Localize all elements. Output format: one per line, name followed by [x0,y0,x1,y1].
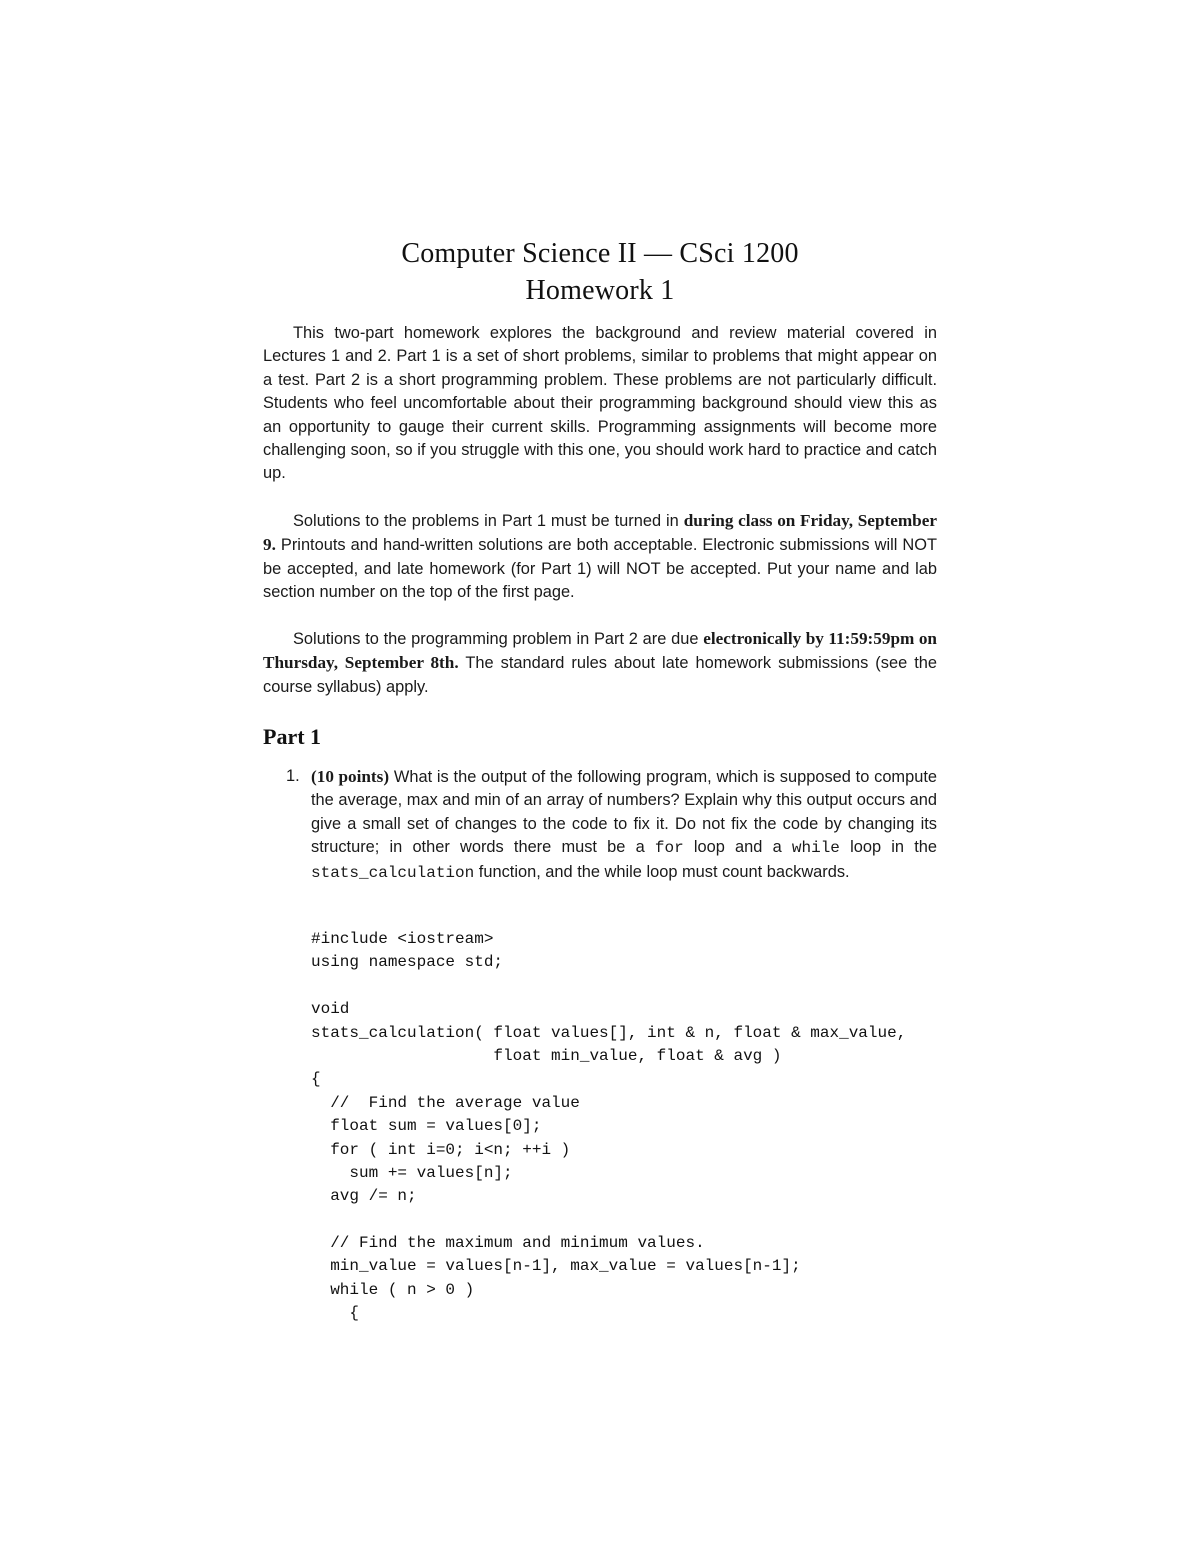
keyword-for: for [654,839,684,858]
code-line: min_value = values[n-1], max_value = values[n-1]; [311,1257,801,1276]
document-subtitle: Homework 1 [525,275,675,306]
code-line: // Find the maximum and minimum values. [311,1234,705,1253]
document-title: Computer Science II — CSci 1200 [401,238,799,269]
intro-paragraph-1-text: This two-part homework explores the background and review material covered in Lectures 1 and 2. Part 1 is a set of short problems, similar to problems that might appear on a test. Part 2 is a short programming problem. These problems are not particularly difficult. Students who feel uncomfortable about their programming background should view this as an opportunity to gauge their current skills. Programming assignments will become more challenging soon, so if you struggle with this one, you should work hard to practice and catch up. [263,324,937,483]
intro-paragraph-1 [263,322,937,486]
problem-text-c: loop in the [839,838,937,857]
section-heading-part1: Part 1 [263,724,322,749]
problem-number: 1. [286,767,300,785]
code-line: using namespace std; [311,953,504,972]
code-line: // Find the average value [311,1093,580,1112]
code-line: sum += values[n]; [311,1163,513,1182]
code-line [311,1209,906,1232]
code-line: float sum = values[0]; [311,1117,542,1136]
problem-text-a: What is the output of the following program, which is supposed to compute the average, max and min of an array of numbers? Explain why this output occurs and give a small set of changes to the code to fix it. Do not fix the code by changing its structure; in other words there must be a [311,768,937,857]
code-listing [311,928,906,1326]
code-line: void [311,1000,350,1019]
p3-deadline: electronically by 11:59:59pm on Thursday, September 8th. [263,629,937,673]
code-line: { [311,1304,360,1323]
problem-text-d: function, and the while loop must count backwards. [474,862,850,881]
intro-paragraph-2 [263,509,937,605]
code-line: float min_value, float & avg ) [311,1046,782,1065]
p2-text-b: Printouts and hand-written solutions are both acceptable. Electronic submissions will NOT be accepted, and late homework (for Part 1) will NOT be accepted. Put your name and lab section number on the top of the first page. [263,536,937,602]
code-line: stats_calculation( float values[], int & n, float & max_value, [311,1023,907,1042]
problem-text-b: loop and a [683,838,792,857]
code-line: avg /= n; [311,1187,417,1206]
code-line [311,975,906,998]
code-line: { [311,1070,321,1089]
p3-text-b: The standard rules about late homework submissions (see the course syllabus) apply. [263,654,937,696]
problem-1 [286,765,937,885]
code-line: #include <iostream> [311,930,494,948]
code-line: while ( n > 0 ) [311,1280,475,1299]
keyword-function-name: stats_calculation [311,863,475,882]
intro-paragraph-3 [263,627,937,699]
problem-points: (10 points) [311,767,390,786]
code-line: for ( int i=0; i<n; ++i ) [311,1140,571,1159]
p2-deadline: during class on Friday, September 9. [263,511,937,555]
p2-text-a: Solutions to the problems in Part 1 must be turned in [293,512,684,530]
keyword-while: while [791,839,840,858]
p3-text-a: Solutions to the programming problem in Part 2 are due [293,630,704,648]
